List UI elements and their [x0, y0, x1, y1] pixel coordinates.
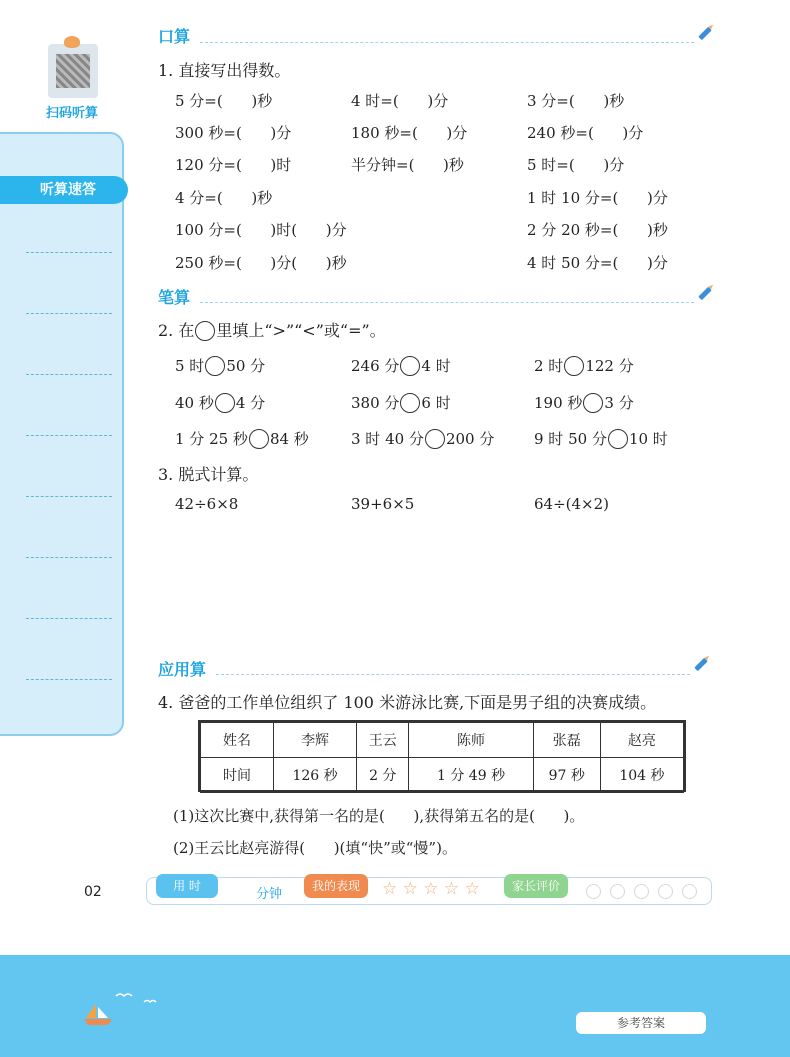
qr-pattern [56, 54, 90, 88]
performance-label: 我的表现 [304, 874, 368, 898]
q1-item: 4 时=( )分 [351, 92, 449, 110]
minutes-label: 分钟 [256, 887, 283, 902]
section-title-written: 笔算 [158, 288, 191, 307]
table-cell: 104 秒 [600, 758, 683, 793]
q4-sub2: (2)王云比赵亮游得( )(填“快”或“慢”)。 [173, 839, 457, 857]
results-table [198, 720, 686, 792]
note-line [26, 435, 112, 436]
section-divider [200, 42, 694, 43]
compare-circle[interactable] [215, 393, 235, 413]
table-cell: 王云 [357, 723, 409, 758]
section-title-oral: 口算 [158, 27, 191, 46]
q4-sub1: (1)这次比赛中,获得第一名的是( ),获得第五名的是( )。 [173, 807, 585, 825]
q1-title: 1. 直接写出得数。 [158, 61, 291, 80]
q2-item: 3 时 40 分 200 分 [351, 430, 495, 448]
q2-item: 5 时 50 分 [175, 357, 266, 375]
q2-title-post: 里填上“>”“<”或“=”。 [216, 321, 386, 340]
note-line [26, 557, 112, 558]
q1-item: 120 分=( )时 [175, 156, 292, 174]
qr-code[interactable] [48, 44, 98, 98]
q1-item: 半分钟=( )秒 [351, 156, 464, 174]
compare-circle[interactable] [400, 356, 420, 376]
q2-item: 246 分 4 时 [351, 357, 451, 375]
compare-circle[interactable] [564, 356, 584, 376]
compare-circle[interactable] [608, 429, 628, 449]
q2-item: 2 时 122 分 [534, 357, 634, 375]
q1-item: 5 时=( )分 [527, 156, 625, 174]
q3-item: 42÷6×8 [175, 495, 239, 513]
q1-item: 240 秒=( )分 [527, 124, 644, 142]
note-line [26, 496, 112, 497]
q2-item: 40 秒 4 分 [175, 394, 266, 412]
q1-item: 5 分=( )秒 [175, 92, 273, 110]
table-cell: 1 分 49 秒 [409, 758, 533, 793]
q1-item: 100 分=( )时( )分 [175, 221, 347, 239]
smiley-icon[interactable] [586, 884, 601, 899]
pencil-icon [694, 658, 707, 671]
compare-circle[interactable] [583, 393, 603, 413]
notes-sidebar [0, 132, 124, 736]
compare-circle[interactable] [425, 429, 445, 449]
section-divider [200, 302, 694, 303]
q3-title: 3. 脱式计算。 [158, 465, 259, 484]
q1-item: 250 秒=( )分( )秒 [175, 254, 347, 272]
smiley-icon[interactable] [610, 884, 625, 899]
table-cell: 126 秒 [274, 758, 357, 793]
table-cell: 赵亮 [600, 723, 683, 758]
q3-item: 39+6×5 [351, 495, 415, 513]
parent-label: 家长评价 [504, 874, 568, 898]
q2-item: 9 时 50 分 10 时 [534, 430, 668, 448]
answer-button[interactable]: 参考答案 [576, 1012, 706, 1034]
compare-circle[interactable] [205, 356, 225, 376]
page-number: 02 [84, 884, 102, 900]
sailboat-icon [84, 1004, 112, 1026]
smiley-icon[interactable] [682, 884, 697, 899]
q1-item: 1 时 10 分=( )分 [527, 189, 668, 207]
smiley-icon[interactable] [634, 884, 649, 899]
compare-circle[interactable] [249, 429, 269, 449]
q1-item: 3 分=( )秒 [527, 92, 625, 110]
table-cell: 时间 [201, 758, 274, 793]
table-cell: 姓名 [201, 723, 274, 758]
section-divider [216, 674, 690, 675]
note-line [26, 313, 112, 314]
note-line [26, 618, 112, 619]
qr-label: 扫码听算 [46, 106, 99, 121]
table-cell: 97 秒 [533, 758, 600, 793]
q1-item: 180 秒=( )分 [351, 124, 468, 142]
q1-item: 4 时 50 分=( )分 [527, 254, 668, 272]
compare-circle[interactable] [400, 393, 420, 413]
table-cell: 李辉 [274, 723, 357, 758]
seagull-icon [114, 990, 174, 1008]
time-label: 用 时 [156, 874, 218, 898]
smiley-rating[interactable] [586, 884, 697, 899]
section-title-applied: 应用算 [158, 660, 207, 679]
smiley-icon[interactable] [658, 884, 673, 899]
pencil-icon [698, 27, 711, 40]
q1-item: 300 秒=( )分 [175, 124, 292, 142]
q1-item: 2 分 20 秒=( )秒 [527, 221, 668, 239]
q3-item: 64÷(4×2) [534, 495, 610, 513]
bird-icon [64, 36, 80, 48]
table-cell: 陈师 [409, 723, 533, 758]
note-line [26, 252, 112, 253]
compare-circle [195, 321, 215, 341]
sidebar-tag: 听算速答 [0, 176, 128, 204]
q2-title [158, 318, 386, 341]
note-line [26, 679, 112, 680]
q2-item: 190 秒 3 分 [534, 394, 634, 412]
table-cell: 2 分 [357, 758, 409, 793]
q2-item: 380 分 6 时 [351, 394, 451, 412]
table-cell: 张磊 [533, 723, 600, 758]
q2-item: 1 分 25 秒 84 秒 [175, 430, 309, 448]
note-line [26, 374, 112, 375]
star-rating[interactable]: ☆ ☆ ☆ ☆ ☆ [382, 879, 480, 899]
q1-item: 4 分=( )秒 [175, 189, 273, 207]
q2-title-pre: 2. 在 [158, 321, 195, 340]
pencil-icon [698, 287, 711, 300]
q4-title: 4. 爸爸的工作单位组织了 100 米游泳比赛,下面是男子组的决赛成绩。 [158, 693, 657, 712]
